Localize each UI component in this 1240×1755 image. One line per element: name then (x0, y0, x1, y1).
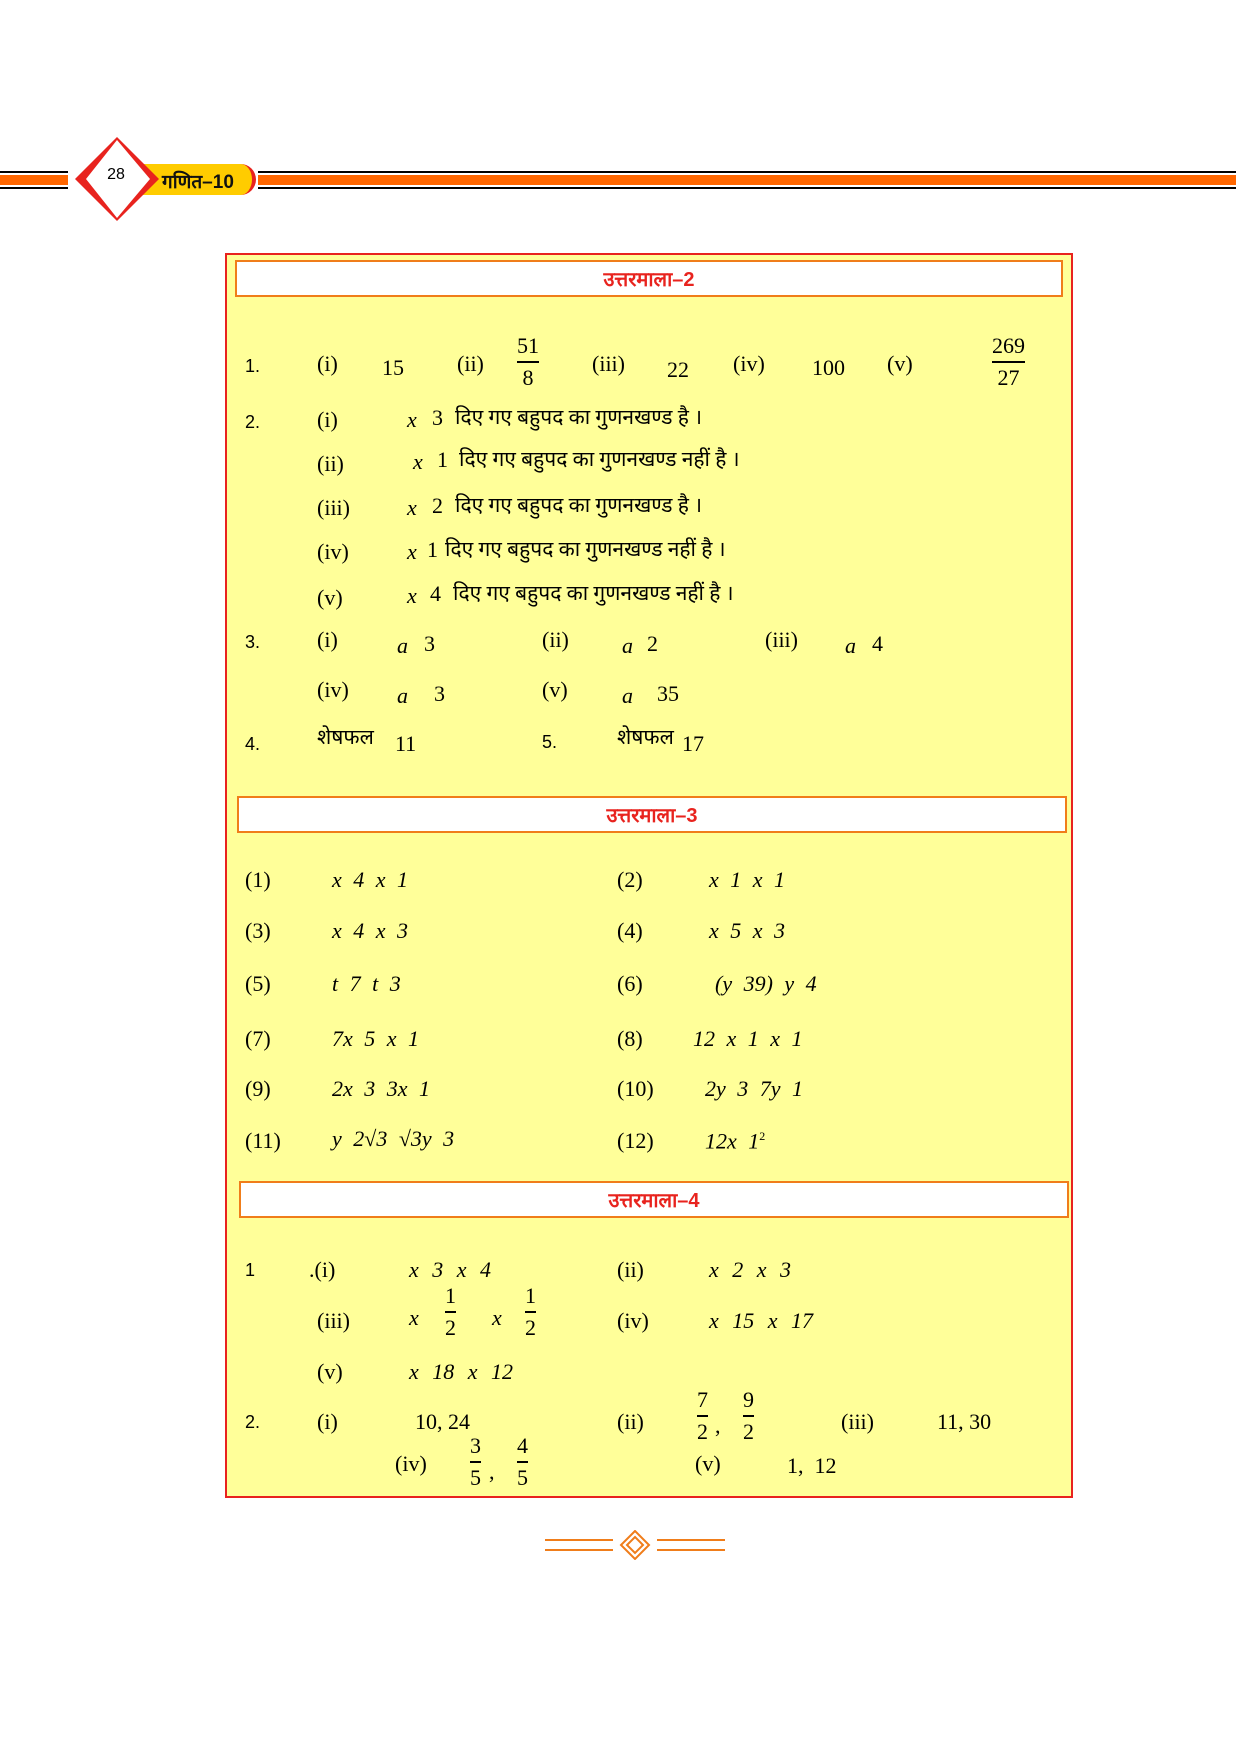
factor-expression: 12x $1^2$ (705, 1128, 766, 1154)
answer-value: 100 (812, 355, 845, 380)
item-label: (iv) (733, 351, 765, 376)
math-var: x (413, 449, 423, 474)
math-var: x (407, 539, 417, 564)
math-var: x (407, 407, 417, 432)
item-label: (v) (695, 1451, 721, 1476)
factor-expression: x 4 x 1 (332, 867, 409, 892)
factor-expression: (y 39) y 4 (715, 971, 817, 996)
factor-statement: दिए गए बहुपद का गुणनखण्ड नहीं है । (453, 581, 734, 605)
item-label: (iii) (317, 1308, 350, 1333)
factor-expression: x 1 x 1 (709, 867, 786, 892)
math-num: 3 (434, 681, 445, 706)
factor-expression: x 15 x 17 (709, 1308, 814, 1333)
question-number: 1. (245, 356, 261, 376)
answer-value: 11, 30 (937, 1409, 992, 1434)
answer-value: 15 (382, 355, 404, 380)
remainder-label: शेषफल (617, 725, 674, 749)
math-var: x (409, 1305, 419, 1330)
factor-expression: 7x 5 x 1 (332, 1026, 420, 1051)
item-label: (v) (887, 351, 913, 376)
item-label: (iii) (765, 627, 798, 652)
factor-expression: y 2√3 √3y 3 (332, 1126, 455, 1151)
item-label: (2) (617, 867, 643, 892)
fraction: 269 27 (992, 333, 1025, 390)
section-title-box-3 (237, 796, 1067, 833)
math-num: 1 (437, 447, 448, 472)
question-number: 2. (245, 412, 261, 432)
item-label: (v) (317, 585, 343, 610)
fraction: 9 2 (743, 1387, 754, 1444)
math-num: 2 (432, 493, 443, 518)
remainder-value: 17 (682, 731, 704, 756)
math-var: a (622, 683, 633, 708)
factor-statement: दिए गए बहुपद का गुणनखण्ड है । (455, 405, 703, 429)
math-num: 3 (424, 631, 435, 656)
factor-expression: x 5 x 3 (709, 918, 786, 943)
item-label: (3) (245, 918, 271, 943)
item-label: (7) (245, 1026, 271, 1051)
math-num: 4 (872, 631, 883, 656)
item-label: (iv) (395, 1451, 427, 1476)
factor-statement: दिए गए बहुपद का गुणनखण्ड है । (455, 493, 703, 517)
header-rule-left (0, 171, 68, 189)
factor-expression: x 4 x 3 (332, 918, 409, 943)
item-label: (6) (617, 971, 643, 996)
factor-expression: 2y 3 7y 1 (705, 1076, 804, 1101)
section-title-box-4 (239, 1181, 1069, 1218)
remainder-value: 11 (395, 731, 417, 756)
question-number: 3. (245, 632, 261, 652)
section-title: उत्तरमाला–4 (608, 1190, 700, 1212)
factor-expression: 2x 3 3x 1 (332, 1076, 431, 1101)
chapter-title: गणित–10 (162, 172, 234, 193)
fraction: 51 8 (517, 333, 539, 390)
footer-ornament-icon (545, 1530, 725, 1560)
header-rule-right (258, 171, 1236, 189)
factor-expression: 12 x 1 x 1 (693, 1026, 803, 1051)
item-label: (1) (245, 867, 271, 892)
math-var: a (622, 633, 633, 658)
question-number: 5. (542, 732, 558, 752)
math-num: 3 (432, 405, 443, 430)
math-num: 1 (427, 537, 438, 562)
factor-expression: t 7 t 3 (332, 971, 401, 996)
item-label: (11) (245, 1128, 281, 1153)
item-label: (8) (617, 1026, 643, 1051)
item-label: (v) (542, 677, 568, 702)
item-label: (iii) (592, 351, 625, 376)
item-label: (i) (317, 1409, 338, 1434)
section-title: उत्तरमाला–2 (603, 269, 695, 291)
item-label: (i) (317, 407, 338, 432)
math-var: x (407, 583, 417, 608)
comma: , (715, 1413, 721, 1438)
remainder-label: शेषफल (317, 725, 374, 749)
fraction: 1 2 (445, 1283, 456, 1340)
item-label: .(i) (309, 1257, 336, 1282)
factor-expression: x 3 x 4 (409, 1257, 492, 1282)
answer-value: 1, 12 (787, 1453, 837, 1478)
answer-value: 10, 24 (415, 1409, 470, 1434)
item-label: (5) (245, 971, 271, 996)
item-label: (10) (617, 1076, 654, 1101)
math-var: x (407, 495, 417, 520)
factor-statement: दिए गए बहुपद का गुणनखण्ड नहीं है । (445, 537, 726, 561)
math-var: x (492, 1305, 502, 1330)
math-num: 4 (430, 581, 441, 606)
math-num: 35 (657, 681, 679, 706)
item-label: (i) (317, 351, 338, 376)
item-label: (iv) (617, 1308, 649, 1333)
math-num: 2 (647, 631, 658, 656)
question-number: 4. (245, 734, 261, 754)
fraction: 3 5 (470, 1433, 481, 1490)
item-label: (ii) (457, 351, 484, 376)
factor-statement: दिए गए बहुपद का गुणनखण्ड नहीं है । (459, 447, 740, 471)
item-label: (ii) (317, 451, 344, 476)
factor-expression: x 2 x 3 (709, 1257, 792, 1282)
factor-expression: x 18 x 12 (409, 1359, 514, 1384)
item-label: (ii) (617, 1409, 644, 1434)
item-label: (ii) (617, 1257, 644, 1282)
item-label: (12) (617, 1128, 654, 1153)
math-var: a (845, 633, 856, 658)
item-label: (iii) (317, 495, 350, 520)
item-label: (9) (245, 1076, 271, 1101)
item-label: (iv) (317, 539, 349, 564)
section-title-box-2 (235, 260, 1063, 297)
math-var: a (397, 683, 408, 708)
comma: , (489, 1459, 495, 1484)
answer-box (225, 253, 1073, 1498)
math-var: a (397, 633, 408, 658)
question-number: 2. (245, 1412, 261, 1432)
item-label: (iv) (317, 677, 349, 702)
page-number: 28 (107, 166, 125, 183)
item-label: (i) (317, 627, 338, 652)
section-title: उत्तरमाला–3 (606, 805, 698, 827)
fraction: 1 2 (525, 1283, 536, 1340)
item-label: (ii) (542, 627, 569, 652)
question-number: 1 (245, 1260, 256, 1280)
item-label: (v) (317, 1359, 343, 1384)
item-label: (iii) (841, 1409, 874, 1434)
item-label: (4) (617, 918, 643, 943)
fraction: 4 5 (517, 1433, 528, 1490)
answer-value: 22 (667, 357, 689, 382)
fraction: 7 2 (697, 1387, 708, 1444)
